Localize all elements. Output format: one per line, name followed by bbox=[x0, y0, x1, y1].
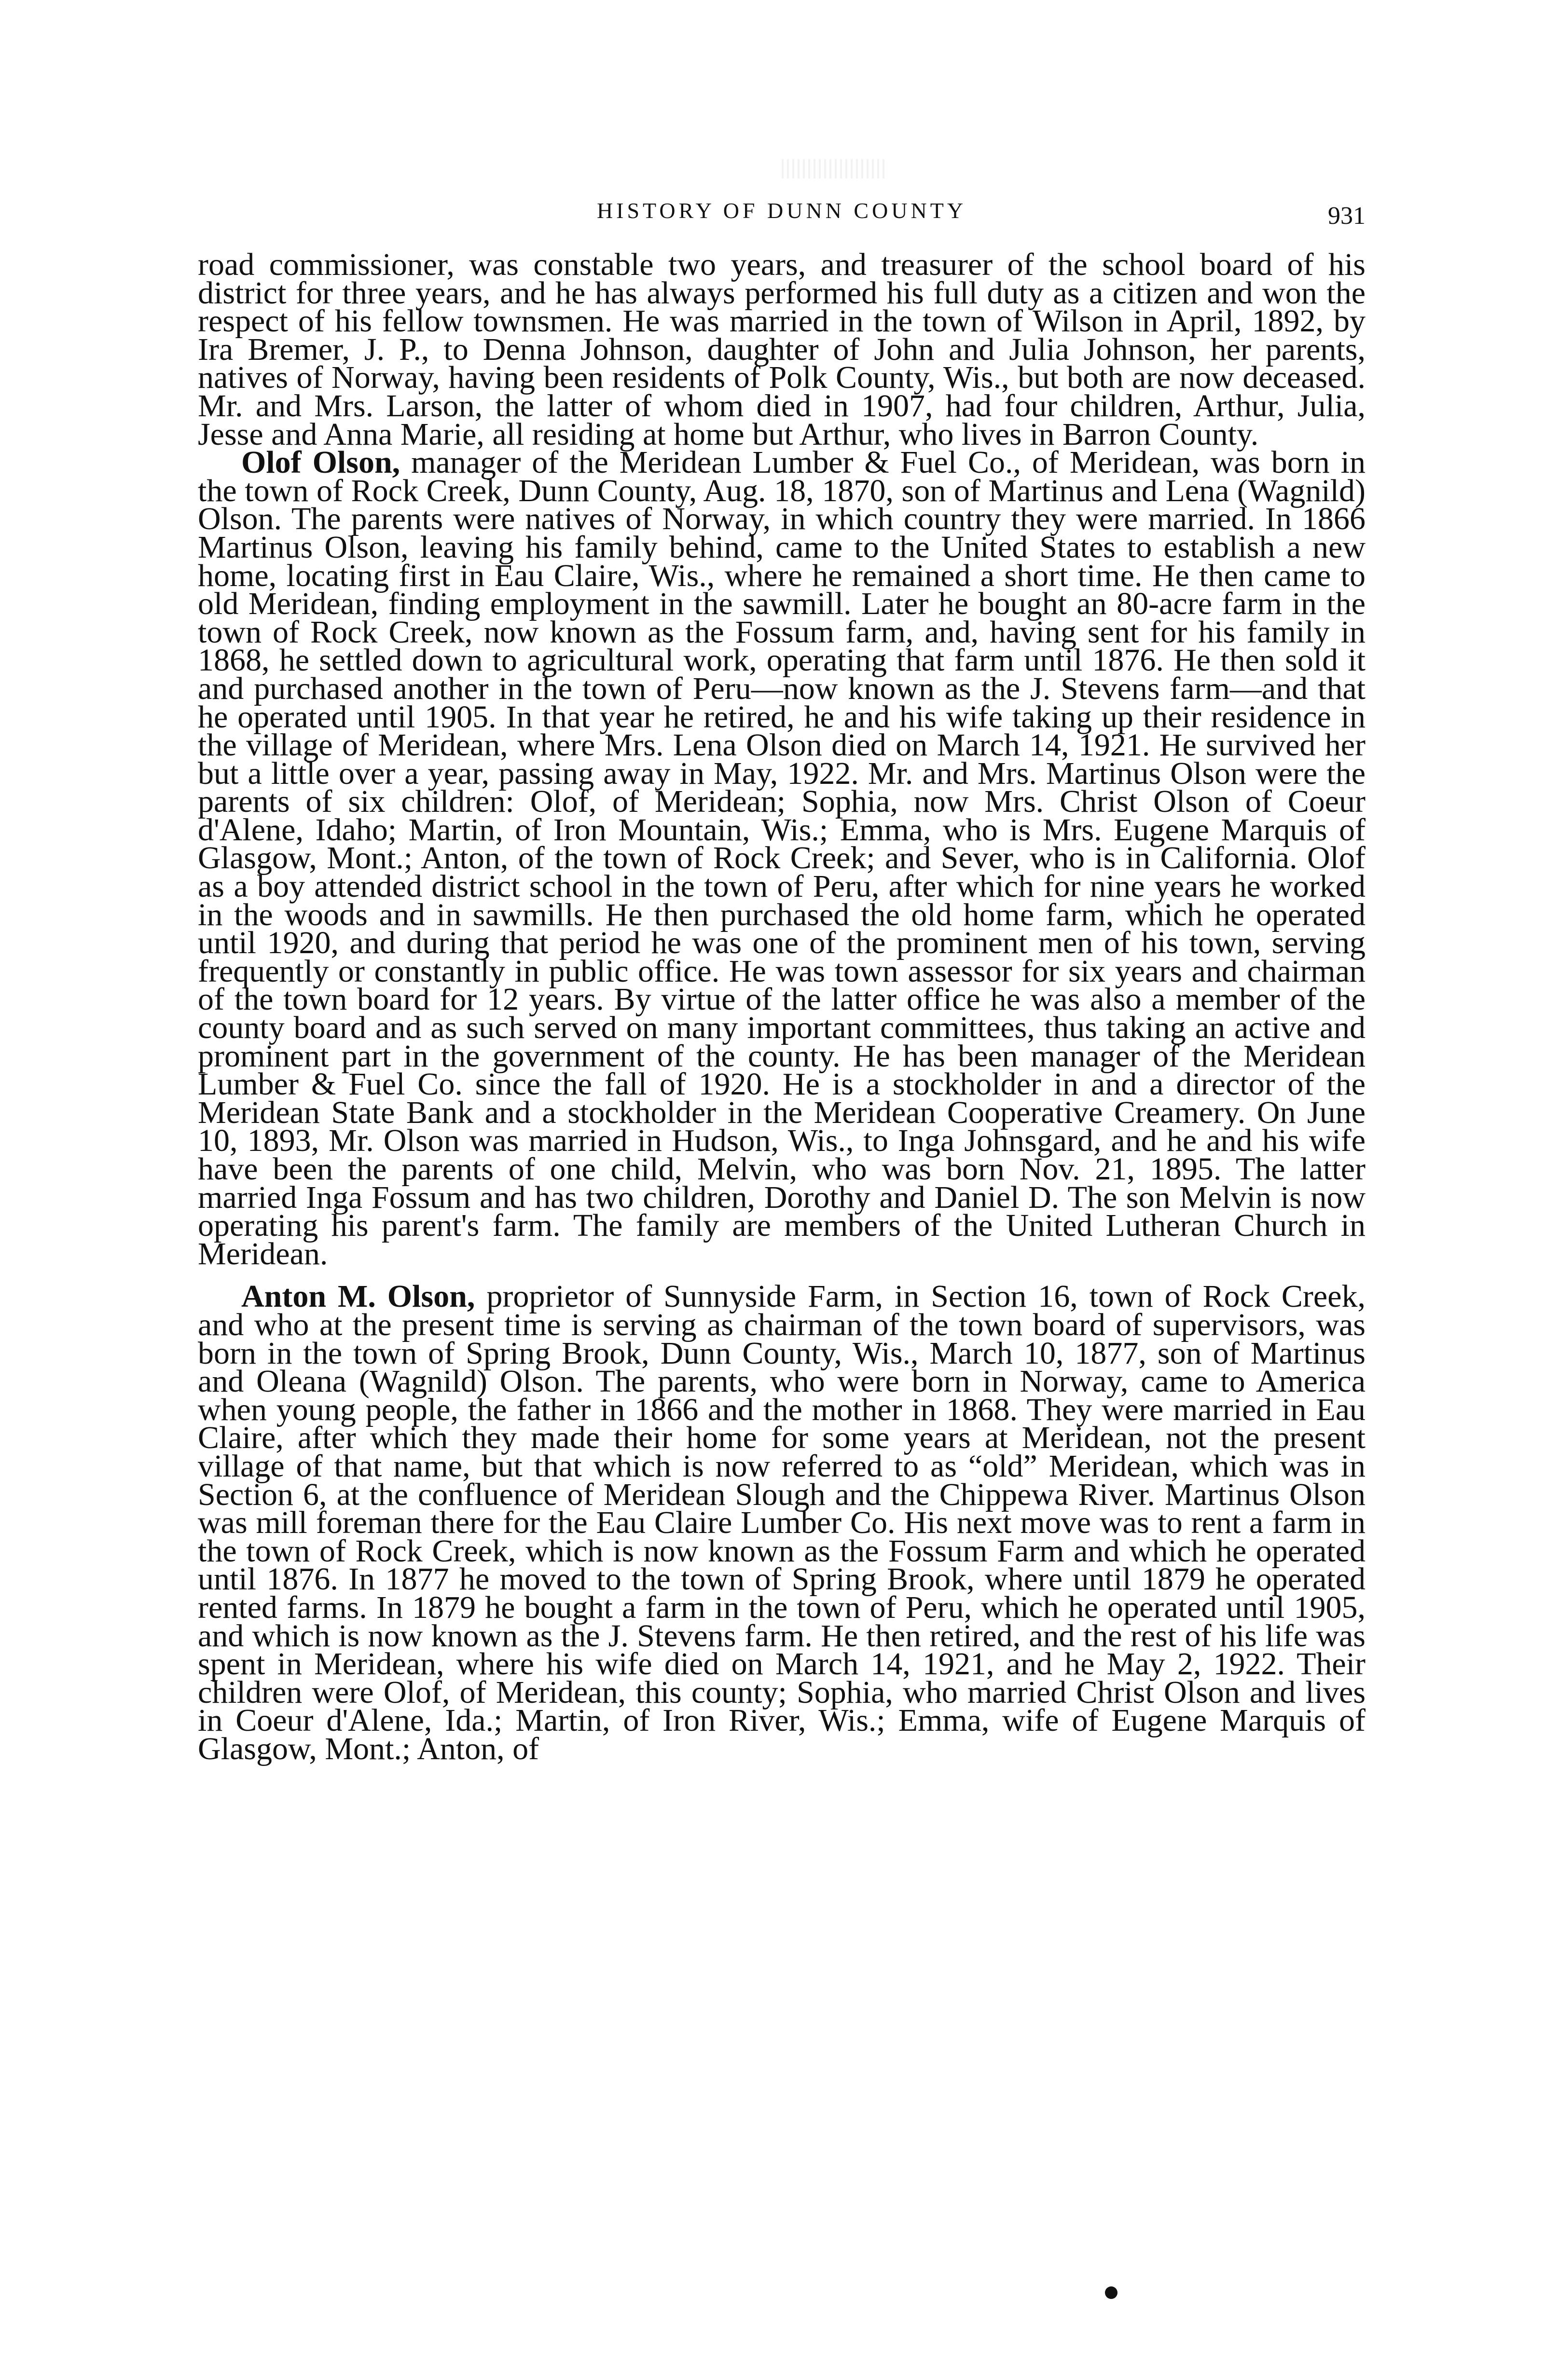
paragraph-anton-olson bbox=[198, 1279, 1366, 1766]
paragraph-larson-continuation bbox=[198, 247, 1366, 452]
paragraph-olof-olson bbox=[198, 445, 1366, 1272]
biography-name: Anton M. Olson, bbox=[241, 1279, 475, 1314]
paragraph-text: road commissioner, was constable two years, and treasurer of the school board of his district for three years, and he has always performed his full duty as a citizen and won the respect of his fellow townsmen. He was married in the town of Wilson in April, 1892, by Ira Bremer, J. P., to Denna Johnson, daughter of John and Julia Johnson, her parents, natives of Norway, having been residents of Polk County, Wis., but both are now deceased. Mr. and Mrs. Larson, the latter of whom died in 1907, had four children, Arthur, Julia, Jesse and Anna Marie, all residing at home but Arthur, who lives in Barron County. bbox=[198, 247, 1366, 452]
ink-dot bbox=[1105, 2286, 1117, 2299]
page-header bbox=[198, 198, 1366, 236]
body-text bbox=[198, 247, 1366, 1766]
paragraph-text: manager of the Meridean Lumber & Fuel Co., of Meridean, was born in the town of Rock Creek, Dunn County, Aug. 18, 1870, son of Martinus and Lena (Wagnild) Olson. The parents were natives of Norway, in which country they were married. In 1866 Martinus Olson, leaving his family behind, came to the United States to establish a new home, locating first in Eau Claire, Wis., where he remained a short time. He then came to old Meridean, finding employment in the sawmill. Later he bought an 80-acre farm in the town of Rock Creek, now known as the Fossum farm, and, having sent for his family in 1868, he settled down to agricultural work, operating that farm until 1876. He then sold it and purchased another in the town of Peru—now known as the J. Stevens farm—and that he operated until 1905. In that year he retired, he and his wife taking up their residence in the village of Meridean, where Mrs. Lena Olson died on March 14, 1921. He survived her but a little over a year, passing away in May, 1922. Mr. and Mrs. Martinus Olson were the parents of six children: Olof, of Meridean; Sophia, now Mrs. Christ Olson of Coeur d'Alene, Idaho; Martin, of Iron Mountain, Wis.; Emma, who is Mrs. Eugene Marquis of Glasgow, Mont.; Anton, of the town of Rock Creek; and Sever, who is in California. Olof as a boy attended district school in the town of Peru, after which for nine years he worked in the woods and in sawmills. He then purchased the old home farm, which he operated until 1920, and during that period he was one of the prominent men of his town, serving frequently or constantly in public office. He was town assessor for six years and chairman of the town board for 12 years. By virtue of the latter office he was also a member of the county board and as such served on many important committees, thus taking an active and prominent part in the government of the county. He has been manager of the Meridean Lumber & Fuel Co. since the fall of 1920. He is a stockholder in and a director of the Meridean State Bank and a stockholder in the Meridean Cooperative Creamery. On June 10, 1893, Mr. Olson was married in Hudson, Wis., to Inga Johnsgard, and he and his wife have been the parents of one child, Melvin, who was born Nov. 21, 1895. The latter married Inga Fossum and has two children, Dorothy and Daniel D. The son Melvin is now operating his parent's farm. The family are members of the United Lutheran Church in Meridean. bbox=[198, 445, 1366, 1272]
paragraph-text: proprietor of Sunnyside Farm, in Section 16, town of Rock Creek, and who at the present time is serving as chairman of the town board of supervisors, was born in the town of Spring Brook, Dunn County, Wis., March 10, 1877, son of Martinus and Oleana (Wagnild) Olson. The parents, who were born in Norway, came to America when young people, the father in 1866 and the mother in 1868. They were married in Eau Claire, after which they made their home for some years at Meridean, not the present village of that name, but that which is now referred to as “old” Meridean, which was in Section 6, at the confluence of Meridean Slough and the Chippewa River. Martinus Olson was mill foreman there for the Eau Claire Lumber Co. His next move was to rent a farm in the town of Rock Creek, which is now known as the Fossum Farm and which he operated until 1876. In 1877 he moved to the town of Spring Brook, where until 1879 he operated rented farms. In 1879 he bought a farm in the town of Peru, which he operated until 1905, and which is now known as the J. Stevens farm. He then retired, and the rest of his life was spent in Meridean, where his wife died on March 14, 1921, and he May 2, 1922. Their children were Olof, of Meridean, this county; Sophia, who married Christ Olson and lives in Coeur d'Alene, Ida.; Martin, of Iron River, Wis.; Emma, wife of Eugene Marquis of Glasgow, Mont.; Anton, of bbox=[198, 1279, 1366, 1766]
print-smudge bbox=[782, 159, 888, 178]
running-title: HISTORY OF DUNN COUNTY bbox=[596, 198, 967, 223]
biography-name: Olof Olson, bbox=[241, 445, 400, 480]
page-number: 931 bbox=[1328, 202, 1366, 230]
